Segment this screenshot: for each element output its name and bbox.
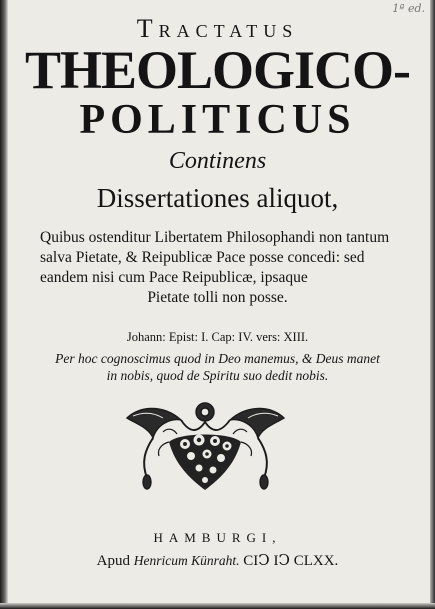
printer-emblem-icon bbox=[123, 398, 288, 494]
epigraph-line-1: Per hoc cognoscimus quod in Deo manemus, & Deus manet bbox=[55, 351, 380, 366]
description-line-4: Pietate tolli non posse. bbox=[147, 289, 288, 306]
description-line-1: Quibus ostenditur Libertatem Philosophandi non tantum bbox=[40, 229, 390, 246]
imprint-year: CIↃ IↃ CLXX. bbox=[243, 553, 339, 569]
subtitle-dissertationes: Dissertationes aliquot, bbox=[96, 183, 339, 213]
description-paragraph bbox=[40, 228, 395, 308]
description-line-2: salva Pietate, & Reipublicæ Pace posse concedi: sed bbox=[40, 249, 365, 266]
margin-note: 1ª ed. bbox=[392, 2, 425, 15]
description-line-3: eandem nisi cum Pace Reipublicæ, ipsaque bbox=[40, 269, 308, 286]
subtitle-continens: Continens bbox=[168, 148, 267, 174]
imprint-publisher bbox=[0, 551, 435, 570]
title-politicus: POLITICUS bbox=[79, 97, 356, 143]
page-edge-shadow-bottom bbox=[0, 603, 435, 609]
scripture-citation: Johann: Epist: I. Cap: IV. vers: XIII. bbox=[126, 330, 309, 344]
title-tractatus: Tractatus bbox=[136, 14, 299, 43]
imprint-city: HAMBURGI, bbox=[153, 530, 282, 545]
imprint-publisher-name: Henricum Künraht. bbox=[133, 553, 240, 568]
title-theologico: THEOLOGICO- bbox=[24, 40, 411, 100]
epigraph-line-2: in nobis, quod de Spiritu suo dedit nobis. bbox=[106, 368, 329, 383]
epigraph bbox=[0, 350, 435, 384]
imprint-apud: Apud bbox=[96, 553, 131, 569]
